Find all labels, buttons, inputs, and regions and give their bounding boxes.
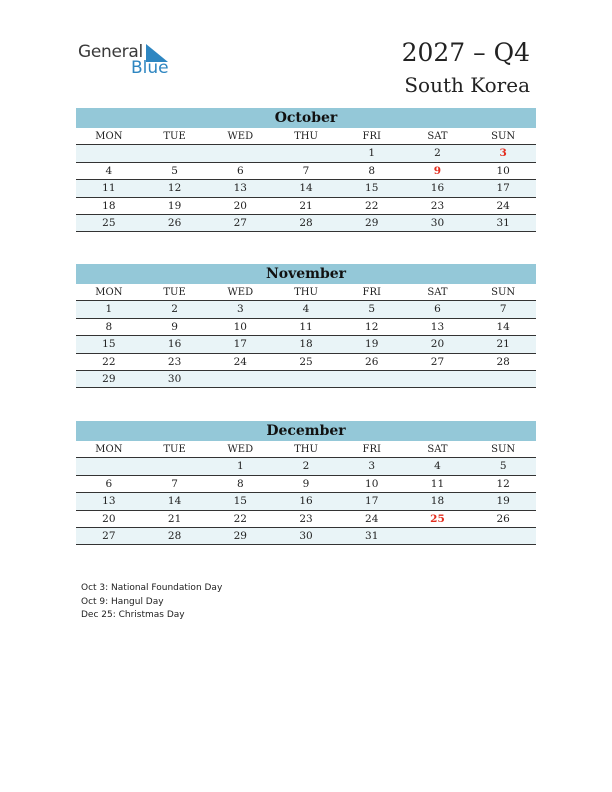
- date-cell: 16: [430, 182, 445, 195]
- date-cell: 9: [171, 320, 178, 333]
- date-cell: [142, 145, 208, 161]
- weekday-label: MON: [95, 131, 123, 142]
- date-cell: 26: [167, 216, 182, 229]
- date-cell: 27: [233, 216, 247, 229]
- date-cell: 23: [299, 512, 313, 525]
- date-cell: 11: [430, 477, 445, 490]
- date-cell: 3: [236, 303, 244, 316]
- weekday-label: SUN: [491, 131, 516, 142]
- date-cell: 15: [102, 338, 116, 351]
- week-row: [76, 458, 536, 475]
- date-cell: 19: [365, 338, 379, 351]
- date-cell: 10: [233, 320, 247, 333]
- week-row: [76, 371, 536, 388]
- week-row: [76, 163, 536, 180]
- weekday-label: WED: [227, 131, 254, 142]
- date-cell: 27: [430, 355, 445, 368]
- date-cell: 16: [299, 495, 313, 508]
- date-cell: 6: [105, 477, 113, 490]
- date-cell: 24: [233, 355, 247, 368]
- date-cell: 3: [368, 460, 376, 473]
- date-cell: 4: [434, 460, 441, 473]
- date-cell: 18: [430, 495, 445, 508]
- week-row: [76, 528, 536, 545]
- date-cell: 7: [302, 164, 310, 177]
- generalblue-logo: [78, 40, 188, 80]
- month-october: [76, 108, 536, 232]
- date-cell: 9: [302, 477, 310, 490]
- page-title: 2027 – Q4: [401, 38, 530, 67]
- date-cell: 13: [102, 495, 116, 508]
- logo-word-blue: Blue: [131, 58, 169, 78]
- weekday-row: [76, 441, 536, 458]
- date-cell: 6: [236, 164, 244, 177]
- date-cell: 20: [430, 338, 445, 351]
- date-cell: 28: [299, 216, 313, 229]
- weekday-label: MON: [95, 444, 123, 455]
- date-cell: 13: [233, 182, 247, 195]
- date-cell: 16: [167, 338, 182, 351]
- date-cell: 1: [105, 303, 113, 316]
- holiday-date: 25: [430, 512, 445, 525]
- weekday-label: SUN: [491, 444, 516, 455]
- date-cell: 20: [233, 199, 247, 212]
- month-name: December: [76, 421, 536, 441]
- date-cell: 21: [299, 199, 313, 212]
- date-cell: 28: [167, 529, 182, 542]
- date-cell: [273, 371, 339, 387]
- weekday-label: WED: [227, 287, 254, 298]
- holiday-date: 3: [499, 147, 507, 160]
- date-cell: 21: [167, 512, 182, 525]
- date-cell: 14: [496, 320, 510, 333]
- date-cell: 17: [365, 495, 379, 508]
- date-cell: [273, 145, 339, 161]
- date-cell: [470, 528, 536, 544]
- date-cell: 25: [299, 355, 313, 368]
- holiday-date: 9: [433, 164, 442, 177]
- date-cell: 19: [167, 199, 182, 212]
- date-cell: 11: [102, 182, 116, 195]
- date-cell: [405, 528, 471, 544]
- date-cell: 18: [299, 338, 313, 351]
- date-cell: 10: [496, 164, 510, 177]
- date-cell: 2: [171, 303, 178, 316]
- logo-word-general: General: [78, 42, 143, 62]
- weekday-label: SAT: [427, 287, 448, 298]
- date-cell: 8: [368, 164, 376, 177]
- date-cell: 17: [233, 338, 247, 351]
- date-cell: 5: [499, 460, 507, 473]
- week-row: [76, 493, 536, 510]
- date-cell: 6: [434, 303, 441, 316]
- week-row: [76, 336, 536, 353]
- date-cell: 14: [167, 495, 182, 508]
- week-row: [76, 145, 536, 162]
- weekday-label: FRI: [362, 131, 381, 142]
- weekday-label: SAT: [427, 444, 448, 455]
- date-cell: 13: [430, 320, 445, 333]
- month-name: November: [76, 264, 536, 284]
- date-cell: 23: [430, 199, 445, 212]
- date-cell: 25: [102, 216, 116, 229]
- month-name: October: [76, 108, 536, 128]
- week-row: [76, 198, 536, 215]
- date-cell: [339, 371, 405, 387]
- date-cell: [405, 371, 471, 387]
- date-cell: 19: [496, 495, 510, 508]
- date-cell: 12: [496, 477, 510, 490]
- weekday-row: [76, 284, 536, 301]
- date-cell: 12: [167, 182, 182, 195]
- weekday-label: FRI: [362, 444, 381, 455]
- date-cell: 1: [368, 147, 376, 160]
- date-cell: 30: [167, 372, 182, 385]
- week-row: [76, 511, 536, 528]
- month-december: [76, 421, 536, 545]
- date-cell: 2: [302, 460, 310, 473]
- week-row: [76, 180, 536, 197]
- date-cell: 10: [365, 477, 379, 490]
- date-cell: 29: [102, 372, 116, 385]
- holiday-note: Oct 3: National Foundation Day: [81, 583, 223, 593]
- date-cell: 29: [365, 216, 379, 229]
- date-cell: 17: [496, 182, 510, 195]
- date-cell: 1: [236, 460, 244, 473]
- date-cell: [76, 458, 142, 474]
- date-cell: 5: [171, 164, 178, 177]
- week-row: [76, 476, 536, 493]
- date-cell: 26: [365, 355, 379, 368]
- date-cell: 31: [496, 216, 510, 229]
- date-cell: 31: [365, 529, 379, 542]
- weekday-label: TUE: [163, 131, 186, 142]
- date-cell: [76, 145, 142, 161]
- month-november: [76, 264, 536, 388]
- date-cell: 7: [171, 477, 178, 490]
- date-cell: 28: [496, 355, 510, 368]
- date-cell: 20: [102, 512, 116, 525]
- date-cell: 30: [430, 216, 445, 229]
- weekday-label: TUE: [163, 287, 186, 298]
- date-cell: 14: [299, 182, 313, 195]
- date-cell: 21: [496, 338, 510, 351]
- date-cell: 27: [102, 529, 116, 542]
- week-row: [76, 215, 536, 232]
- date-cell: 4: [105, 164, 113, 177]
- date-cell: 11: [299, 320, 313, 333]
- date-cell: 12: [365, 320, 379, 333]
- date-cell: 22: [102, 355, 116, 368]
- date-cell: 15: [365, 182, 379, 195]
- date-cell: [207, 371, 273, 387]
- holiday-note: Dec 25: Christmas Day: [81, 610, 185, 620]
- week-row: [76, 319, 536, 336]
- date-cell: 30: [299, 529, 313, 542]
- weekday-label: THU: [294, 287, 318, 298]
- date-cell: 22: [233, 512, 247, 525]
- date-cell: [207, 145, 273, 161]
- date-cell: 22: [365, 199, 379, 212]
- weekday-label: THU: [294, 444, 318, 455]
- date-cell: 7: [499, 303, 507, 316]
- holiday-notes: [81, 582, 222, 623]
- date-cell: [470, 371, 536, 387]
- weekday-label: SUN: [491, 287, 516, 298]
- weekday-label: MON: [95, 287, 123, 298]
- weekday-label: TUE: [163, 444, 186, 455]
- weekday-label: THU: [294, 131, 318, 142]
- date-cell: 24: [365, 512, 379, 525]
- week-row: [76, 354, 536, 371]
- date-cell: 15: [233, 495, 247, 508]
- date-cell: 4: [302, 303, 310, 316]
- holiday-note: Oct 9: Hangul Day: [81, 596, 164, 607]
- weekday-row: [76, 128, 536, 145]
- date-cell: 8: [105, 320, 113, 333]
- date-cell: 5: [368, 303, 376, 316]
- date-cell: 2: [434, 147, 441, 160]
- date-cell: [142, 458, 208, 474]
- week-row: [76, 301, 536, 318]
- date-cell: 8: [236, 477, 244, 490]
- weekday-label: FRI: [362, 287, 381, 298]
- date-cell: 29: [233, 529, 247, 542]
- weekday-label: WED: [227, 444, 254, 455]
- date-cell: 26: [496, 512, 510, 525]
- date-cell: 18: [102, 199, 116, 212]
- weekday-label: SAT: [427, 131, 448, 142]
- country-name: South Korea: [404, 73, 530, 97]
- date-cell: 24: [496, 199, 510, 212]
- date-cell: 23: [167, 355, 182, 368]
